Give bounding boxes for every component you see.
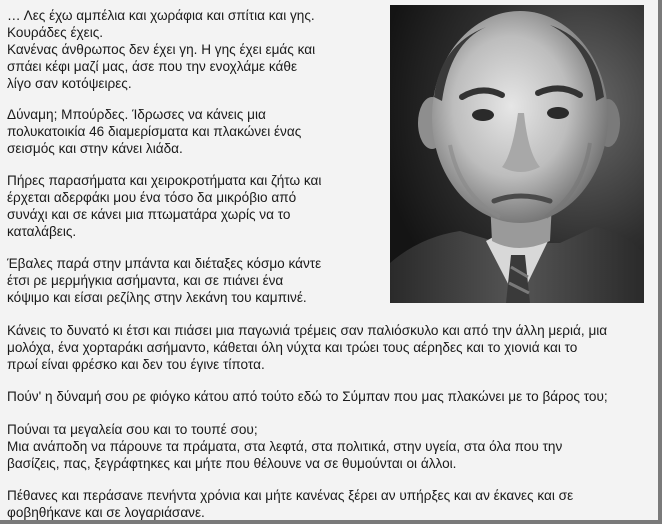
paragraph-line: Πούναι τα μεγαλεία σου και το τουπέ σου; — [7, 422, 258, 437]
paragraph-line: Πούν' η δύναμή σου ρε φιόγκο κάτου από τούτο εδώ το Σύμπαν που μας πλακώνει με το βάρος του; — [7, 389, 608, 404]
paragraph-2 — [7, 106, 301, 157]
paragraph-line: κόψιμο και είσαι ρεζίλης στην λεκάνη του καμπινέ. — [7, 290, 307, 305]
paragraph-line: λίγο σαν κοτόψειρες. — [7, 76, 132, 91]
paragraph-line: Κουράδες έχεις. — [7, 25, 104, 40]
paragraph-7 — [7, 421, 562, 472]
paragraph-3 — [7, 172, 321, 240]
paragraph-line: μολόχα, ένα χορταράκι ασήμαντο, κάθεται όλη νύχτα και τρώει τους αέρηδες και το χιονιά και το — [7, 340, 578, 355]
paragraph-line: Έβαλες παρά στην μπάντα και διέταξες κόσμο κάντε — [7, 256, 322, 271]
paragraph-line: Δύναμη; Μπούρδες. Ίδρωσες να κάνεις μια — [7, 107, 266, 122]
portrait-photo — [390, 5, 644, 303]
paragraph-line: καταλάβεις. — [7, 224, 77, 239]
paragraph-line: πρωί είναι φρέσκο και δεν του έγινε τίποτα. — [7, 357, 265, 372]
paragraph-line: … Λες έχω αμπέλια και χωράφια και σπίτια και γης. — [7, 8, 315, 23]
paragraph-line: σπάει κέφι μαζί μας, άσε που την ενοχλάμε κάθε — [7, 59, 298, 74]
portrait-photo-icon — [390, 5, 644, 303]
paragraph-line: έρχεται αδερφάκι μου ένα τόσο δα μικρόβιο από — [7, 190, 297, 205]
paragraph-line: Κανένας άνθρωπος δεν έχει γη. Η γης έχει εμάς και — [7, 42, 316, 57]
paragraph-line: συνάχι και σε κάνει μια πτωματάρα χωρίς να το — [7, 207, 291, 222]
paragraph-1 — [7, 7, 315, 92]
paragraph-line: φοβηθήκανε και σε λογαριάσανε. — [7, 505, 205, 520]
paragraph-line: βασίζεις, πας, ξεγράφτηκες και μήτε που θέλουνε να σε θυμούνται οι άλλοι. — [7, 456, 457, 471]
paragraph-6 — [7, 388, 608, 405]
paragraph-line: έτσι ρε μερμήγκια ασήμαντα, και σε πιάνει ένα — [7, 273, 284, 288]
paragraph-line: Κάνεις το δυνατό κι έτσι και πιάσει μια παγωνιά τρέμεις σαν παλιόσκυλο και από την άλλη μεριά, μια — [7, 323, 608, 338]
paragraph-line: Μια ανάποδη να πάρουνε τα πράματα, στα λεφτά, στα πολιτικά, στην υγεία, στα όλα που την — [7, 439, 563, 454]
paragraph-4 — [7, 255, 321, 306]
paragraph-line: Πήρες παρασήματα και χειροκροτήματα και ζήτω και — [7, 173, 322, 188]
paragraph-line: σεισμός και στην κάνει λιάδα. — [7, 141, 183, 156]
paragraph-5 — [7, 322, 607, 373]
paragraph-8 — [7, 487, 573, 521]
paragraph-line: πολυκατοικία 46 διαμερίσματα και πλακώνει ένας — [7, 124, 302, 139]
paragraph-line: Πέθανες και περάσανε πενήντα χρόνια και μήτε κανένας ξέρει αν υπήρξες και αν έκανες και σε — [7, 488, 574, 503]
